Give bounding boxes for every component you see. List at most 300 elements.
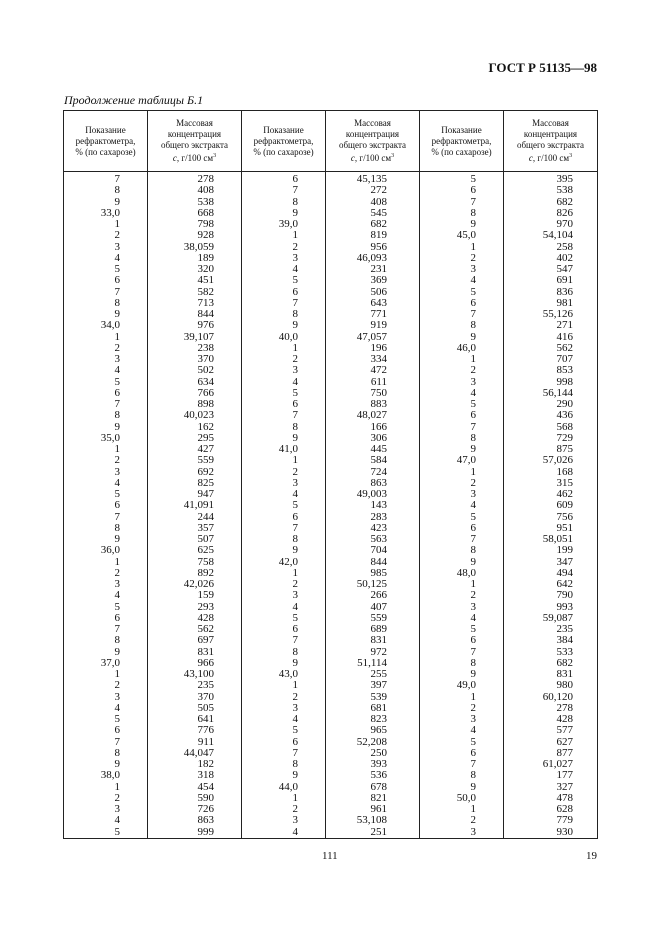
refractometer-cell: 6 [420,523,504,534]
refractometer-cell: 1 [242,343,326,354]
concentration-cell: 681 [326,703,420,714]
concentration-cell: 38,059 [148,242,242,253]
refractometer-cell: 8 [420,433,504,444]
concentration-cell: 678 [326,782,420,793]
concentration-cell: 59,087 [504,613,598,624]
concentration-cell: 51,114 [326,658,420,669]
header-line: Массовая [354,118,391,128]
concentration-cell: 290 [504,399,598,410]
concentration-cell: 244 [148,512,242,523]
refractometer-cell: 5 [420,624,504,635]
refractometer-cell: 8 [420,658,504,669]
concentration-cell: 831 [148,647,242,658]
refractometer-cell: 8 [242,647,326,658]
refractometer-cell: 6 [64,725,148,736]
concentration-cell: 844 [148,309,242,320]
concentration-cell: 58,051 [504,534,598,545]
refractometer-cell: 2 [242,579,326,590]
refractometer-cell: 6 [420,748,504,759]
concentration-cell: 627 [504,737,598,748]
refractometer-cell: 5 [242,500,326,511]
refractometer-cell: 7 [64,172,148,186]
refractometer-cell: 1 [64,557,148,568]
refractometer-cell: 3 [420,827,504,839]
refractometer-cell: 3 [64,579,148,590]
refractometer-cell: 9 [64,759,148,770]
refractometer-cell: 8 [242,422,326,433]
refractometer-cell: 5 [64,377,148,388]
table-row [64,433,598,444]
table-row [64,287,598,298]
concentration-cell: 668 [148,208,242,219]
concentration-cell: 928 [148,230,242,241]
concentration-cell: 295 [148,433,242,444]
concentration-cell: 981 [504,298,598,309]
concentration-cell: 766 [148,388,242,399]
refractometer-cell: 1 [242,793,326,804]
concentration-cell: 315 [504,478,598,489]
concentration-cell: 697 [148,635,242,646]
refractometer-cell: 3 [420,377,504,388]
concentration-cell: 370 [148,354,242,365]
refractometer-cell: 3 [420,264,504,275]
refractometer-cell: 6 [420,410,504,421]
refractometer-cell: 2 [242,354,326,365]
concentration-cell: 370 [148,692,242,703]
concentration-cell: 408 [326,197,420,208]
refractometer-cell: 4 [420,725,504,736]
refractometer-cell: 5 [420,172,504,186]
concentration-cell: 562 [148,624,242,635]
concentration-cell: 892 [148,568,242,579]
concentration-cell: 272 [326,185,420,196]
table-row [64,253,598,264]
concentration-cell: 189 [148,253,242,264]
refractometer-cell: 35,0 [64,433,148,444]
concentration-cell: 584 [326,455,420,466]
concentration-cell: 547 [504,264,598,275]
concentration-cell: 559 [326,613,420,624]
refractometer-cell: 3 [64,467,148,478]
refractometer-cell: 1 [64,219,148,230]
concentration-cell: 428 [148,613,242,624]
refractometer-cell: 2 [420,703,504,714]
table-row [64,692,598,703]
refractometer-cell: 3 [420,489,504,500]
concentration-cell: 53,108 [326,815,420,826]
concentration-cell: 538 [504,185,598,196]
concentration-cell: 57,026 [504,455,598,466]
header-unit-exponent: 3 [391,153,395,159]
refractometer-cell: 1 [64,782,148,793]
concentration-cell: 790 [504,590,598,601]
refractometer-cell: 9 [420,444,504,455]
refractometer-cell: 8 [242,534,326,545]
concentration-cell: 628 [504,804,598,815]
refractometer-cell: 6 [420,298,504,309]
refractometer-cell: 48,0 [420,568,504,579]
header-line: рефрактометра, [75,135,136,146]
refractometer-cell: 2 [242,804,326,815]
page-number: 111 [322,850,338,862]
table-row [64,624,598,635]
refractometer-cell: 5 [64,264,148,275]
refractometer-cell: 7 [420,534,504,545]
concentration-cell: 408 [148,185,242,196]
header-unit-symbol: c [350,153,355,163]
concentration-cell: 642 [504,579,598,590]
refractometer-cell: 4 [242,489,326,500]
concentration-cell: 177 [504,770,598,781]
refractometer-cell: 9 [420,669,504,680]
refractometer-cell: 7 [242,635,326,646]
table-row [64,230,598,241]
table-header-row [64,111,598,172]
refractometer-cell: 8 [420,208,504,219]
concentration-cell: 692 [148,467,242,478]
concentration-cell: 625 [148,545,242,556]
refractometer-cell: 2 [420,590,504,601]
refractometer-cell: 1 [420,354,504,365]
concentration-cell: 798 [148,219,242,230]
concentration-cell: 407 [326,602,420,613]
refractometer-cell: 9 [420,219,504,230]
concentration-cell: 47,057 [326,332,420,343]
concentration-cell: 347 [504,557,598,568]
concentration-cell: 724 [326,467,420,478]
header-line: общего экстракта [338,140,407,150]
concentration-cell: 238 [148,343,242,354]
refractometer-cell: 2 [420,253,504,264]
refractometer-cell: 4 [64,478,148,489]
refractometer-cell: 9 [64,422,148,433]
concentration-cell: 318 [148,770,242,781]
concentration-cell: 42,026 [148,579,242,590]
header-line: Массовая [532,118,569,128]
table-row [64,613,598,624]
refractometer-cell: 2 [64,793,148,804]
refractometer-cell: 7 [64,512,148,523]
concentration-cell: 50,125 [326,579,420,590]
concentration-cell: 609 [504,500,598,511]
concentration-cell: 44,047 [148,748,242,759]
concentration-cell: 478 [504,793,598,804]
refractometer-cell: 2 [242,242,326,253]
concentration-cell: 423 [326,523,420,534]
table-row [64,422,598,433]
table-row [64,343,598,354]
table-row [64,714,598,725]
concentration-cell: 756 [504,512,598,523]
refractometer-cell: 7 [242,410,326,421]
refractometer-cell: 47,0 [420,455,504,466]
refractometer-cell: 7 [64,624,148,635]
concentration-cell: 505 [148,703,242,714]
refractometer-cell: 5 [242,275,326,286]
refractometer-cell: 1 [242,568,326,579]
refractometer-cell: 2 [420,478,504,489]
column-header-value [504,111,598,172]
table-row [64,512,598,523]
refractometer-cell: 1 [242,230,326,241]
table-row [64,579,598,590]
concentration-cell: 427 [148,444,242,455]
refractometer-cell: 1 [64,332,148,343]
concentration-cell: 61,027 [504,759,598,770]
refractometer-cell: 2 [242,692,326,703]
header-unit: , г/100 см [176,153,214,163]
concentration-cell: 271 [504,320,598,331]
refractometer-cell: 4 [242,827,326,839]
concentration-cell: 956 [326,242,420,253]
header-unit: , г/100 см [354,153,392,163]
refractometer-cell: 6 [242,399,326,410]
concentration-cell: 55,126 [504,309,598,320]
table-row [64,219,598,230]
table-row [64,500,598,511]
concentration-cell: 40,023 [148,410,242,421]
refractometer-cell: 6 [420,185,504,196]
concentration-cell: 704 [326,545,420,556]
header-line: общего экстракта [516,140,585,150]
refractometer-cell: 5 [64,827,148,839]
concentration-cell: 559 [148,455,242,466]
concentration-cell: 682 [504,658,598,669]
header-unit: , г/100 см [532,153,570,163]
table-row [64,444,598,455]
concentration-cell: 758 [148,557,242,568]
table-row [64,759,598,770]
table-row [64,827,598,839]
concentration-cell: 278 [148,172,242,186]
concentration-cell: 875 [504,444,598,455]
refractometer-cell: 2 [64,230,148,241]
refractometer-cell: 5 [420,399,504,410]
concentration-cell: 159 [148,590,242,601]
refractometer-cell: 9 [64,309,148,320]
header-line: Массовая [176,118,213,128]
concentration-cell: 49,003 [326,489,420,500]
concentration-cell: 54,104 [504,230,598,241]
concentration-cell: 691 [504,275,598,286]
refractometer-cell: 5 [242,388,326,399]
concentration-cell: 52,208 [326,737,420,748]
column-header-value [148,111,242,172]
concentration-cell: 965 [326,725,420,736]
table-row [64,365,598,376]
concentration-cell: 258 [504,242,598,253]
concentration-cell: 951 [504,523,598,534]
concentration-cell: 235 [148,680,242,691]
refractometer-cell: 6 [242,287,326,298]
refractometer-cell: 3 [64,804,148,815]
refractometer-cell: 1 [420,579,504,590]
concentration-cell: 853 [504,365,598,376]
concentration-cell: 536 [326,770,420,781]
concentration-cell: 634 [148,377,242,388]
refractometer-cell: 3 [242,590,326,601]
concentration-cell: 266 [326,590,420,601]
refractometer-cell: 2 [64,680,148,691]
concentration-cell: 502 [148,365,242,376]
refractometer-cell: 1 [420,692,504,703]
refractometer-cell: 3 [420,602,504,613]
refractometer-cell: 4 [420,500,504,511]
table-row [64,332,598,343]
refractometer-cell: 2 [64,568,148,579]
refractometer-cell: 42,0 [242,557,326,568]
table-row [64,523,598,534]
concentration-cell: 707 [504,354,598,365]
refractometer-cell: 1 [420,242,504,253]
refractometer-cell: 4 [64,703,148,714]
header-line: Показание [441,124,482,135]
column-header-index [420,111,504,172]
refractometer-cell: 4 [64,365,148,376]
refractometer-cell: 1 [64,444,148,455]
concentration-cell: 369 [326,275,420,286]
refractometer-cell: 6 [420,635,504,646]
concentration-cell: 533 [504,647,598,658]
concentration-cell: 41,091 [148,500,242,511]
refractometer-cell: 7 [420,197,504,208]
table-row [64,467,598,478]
table-row [64,748,598,759]
refractometer-cell: 40,0 [242,332,326,343]
concentration-cell: 568 [504,422,598,433]
table-row [64,354,598,365]
header-unit-exponent: 3 [213,153,217,159]
concentration-cell: 393 [326,759,420,770]
table-row [64,545,598,556]
concentration-cell: 39,107 [148,332,242,343]
refractometer-cell: 7 [242,298,326,309]
concentration-cell: 60,120 [504,692,598,703]
refractometer-cell: 6 [64,500,148,511]
concentration-cell: 999 [148,827,242,839]
refractometer-cell: 9 [420,332,504,343]
refractometer-cell: 4 [420,613,504,624]
concentration-cell: 966 [148,658,242,669]
header-line: концентрация [345,129,400,139]
concentration-cell: 898 [148,399,242,410]
refractometer-cell: 8 [242,197,326,208]
refractometer-cell: 41,0 [242,444,326,455]
concentration-cell: 779 [504,815,598,826]
table-row [64,377,598,388]
concentration-cell: 454 [148,782,242,793]
concentration-cell: 682 [504,197,598,208]
concentration-cell: 998 [504,377,598,388]
concentration-cell: 750 [326,388,420,399]
refractometer-cell: 8 [64,298,148,309]
refractometer-cell: 2 [64,343,148,354]
concentration-cell: 771 [326,309,420,320]
refractometer-cell: 36,0 [64,545,148,556]
refractometer-cell: 8 [420,320,504,331]
concentration-cell: 911 [148,737,242,748]
concentration-cell: 283 [326,512,420,523]
table-row [64,725,598,736]
concentration-cell: 821 [326,793,420,804]
table-row [64,298,598,309]
refractometer-cell: 6 [242,512,326,523]
refractometer-cell: 9 [420,557,504,568]
header-line: % (по сахарозе) [253,146,314,157]
table-row [64,680,598,691]
concentration-cell: 682 [326,219,420,230]
concentration-cell: 56,144 [504,388,598,399]
table-row [64,635,598,646]
sheet-number: 19 [586,850,597,862]
concentration-cell: 293 [148,602,242,613]
refractometer-cell: 3 [64,354,148,365]
refractometer-cell: 4 [242,714,326,725]
concentration-cell: 306 [326,433,420,444]
header-line: концентрация [167,129,222,139]
table-row [64,242,598,253]
refractometer-cell: 50,0 [420,793,504,804]
concentration-cell: 143 [326,500,420,511]
header-unit-symbol: c [172,153,177,163]
concentration-cell: 397 [326,680,420,691]
table-row [64,208,598,219]
concentration-cell: 643 [326,298,420,309]
concentration-cell: 582 [148,287,242,298]
concentration-cell: 883 [326,399,420,410]
refractometer-cell: 3 [242,703,326,714]
header-unit-exponent: 3 [569,153,573,159]
concentration-cell: 863 [148,815,242,826]
concentration-cell: 494 [504,568,598,579]
concentration-cell: 844 [326,557,420,568]
refractometer-cell: 8 [64,635,148,646]
concentration-cell: 729 [504,433,598,444]
concentration-cell: 993 [504,602,598,613]
concentration-cell: 199 [504,545,598,556]
refractometer-cell: 2 [64,455,148,466]
refractometer-cell: 3 [242,253,326,264]
refractometer-cell: 9 [64,647,148,658]
table-caption: Продолжение таблицы Б.1 [64,93,204,107]
concentration-cell: 980 [504,680,598,691]
header-line: % (по сахарозе) [75,146,136,157]
refractometer-cell: 6 [242,172,326,186]
header-line: концентрация [523,129,578,139]
concentration-cell: 506 [326,287,420,298]
refractometer-cell: 37,0 [64,658,148,669]
header-unit-symbol: c [528,153,533,163]
concentration-cell: 947 [148,489,242,500]
header-line: рефрактометра, [253,135,314,146]
refractometer-cell: 9 [242,658,326,669]
refractometer-cell: 6 [64,613,148,624]
table-row [64,669,598,680]
refractometer-cell: 7 [420,759,504,770]
table-row [64,388,598,399]
refractometer-cell: 9 [242,320,326,331]
table-body [64,172,598,839]
refractometer-cell: 5 [242,725,326,736]
concentration-cell: 713 [148,298,242,309]
concentration-cell: 196 [326,343,420,354]
refractometer-cell: 38,0 [64,770,148,781]
concentration-cell: 251 [326,827,420,839]
concentration-cell: 255 [326,669,420,680]
refractometer-cell: 7 [64,399,148,410]
table-row [64,793,598,804]
refractometer-cell: 4 [420,275,504,286]
